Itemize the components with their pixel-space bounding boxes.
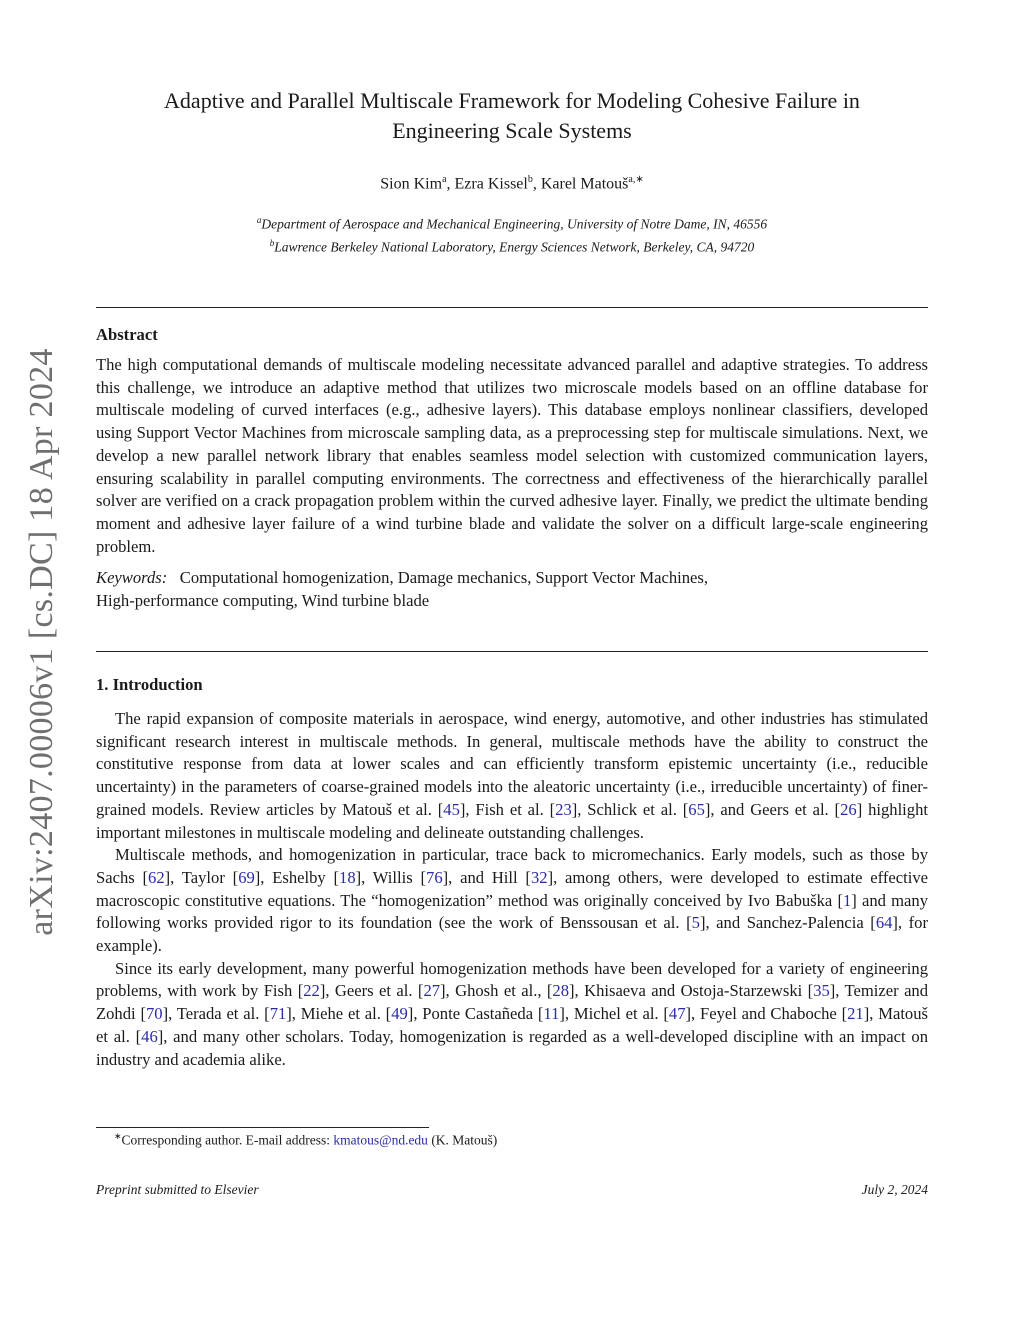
footer-date: July 2, 2024	[861, 1182, 928, 1197]
citation-link[interactable]: 21	[847, 1004, 864, 1024]
paragraph-text-segment: ], Willis [	[355, 867, 427, 887]
abstract-text: The high computational demands of multiscale modeling necessitate advanced parallel and adaptive strategies. To address this challenge, we introduce an adaptive method that utilizes two microscale models based on an offline database for multiscale modeling of curved interfaces (e.g., adhesive layers). This database employs nonlinear classifiers, developed using Support Vector Machines from microscale sampling data, as a preprocessing step for multiscale simulations. Next, we develop a new parallel network library that enables seamless model selection with customized communication layers, ensuring scalability in parallel computing environments. The correctness and effectiveness of the hierarchically parallel solver are verified on a crack propagation problem within the curved adhesive layer. Finally, we predict the ultimate bending moment and adhesive layer failure of a wind turbine blade and validate the solver on a difficult large-scale engineering problem.	[96, 355, 928, 556]
author-2-name: Ezra Kissel	[454, 175, 528, 193]
footnote-rule	[96, 1127, 429, 1128]
keywords-label: Keywords:	[96, 568, 168, 588]
author-separator: ,	[446, 175, 455, 193]
citation-link[interactable]: 76	[426, 867, 443, 887]
citation-link[interactable]: 11	[543, 1004, 560, 1024]
citation-link[interactable]: 71	[269, 1004, 287, 1024]
paragraph-text-segment: ], Taylor [	[164, 867, 239, 887]
citation-link[interactable]: 47	[668, 1004, 686, 1024]
paragraph-text-segment: ], Ghosh et al., [	[440, 981, 553, 1001]
paragraph-text-segment: ], Eshelby [	[254, 867, 340, 887]
citation-link[interactable]: 5	[691, 913, 700, 933]
citation-link[interactable]: 62	[148, 867, 165, 887]
citation-link[interactable]: 65	[688, 799, 705, 819]
citation-link[interactable]: 64	[875, 913, 893, 933]
email-link[interactable]: kmatous@nd.edu	[333, 1132, 428, 1148]
paragraph-text-segment: ], Feyel and Chaboche [	[685, 1004, 848, 1024]
title-line-1: Adaptive and Parallel Multiscale Framework for Modeling Cohesive Failure in	[164, 88, 860, 113]
citation-link[interactable]: 35	[813, 981, 830, 1001]
abstract-section	[96, 354, 928, 613]
author-1-name: Sion Kim	[380, 175, 443, 193]
paragraph-text-segment: ], Schlick et al. [	[571, 799, 689, 819]
author-3-name: Karel Matouš	[540, 175, 629, 193]
paragraph-text-segment: ], and Hill [	[442, 867, 531, 887]
paragraph-text-segment: ], Geers et al. [	[319, 981, 424, 1001]
citation-link[interactable]: 18	[339, 867, 356, 887]
citation-link[interactable]: 27	[423, 981, 441, 1001]
paragraph-text-segment: ], for example).	[96, 913, 928, 956]
intro-paragraph-3	[96, 958, 928, 1072]
affiliation-list	[96, 211, 928, 256]
paragraph-text-segment: ] highlight important milestones in multiscale modeling and delineate outstanding challenges.	[96, 799, 928, 842]
citation-link[interactable]: 23	[555, 799, 572, 819]
paragraph-text-segment: Since its early development, many powerful homogenization methods have been developed for a variety of engineering problems, with work by Fish [	[96, 958, 928, 1001]
intro-paragraph-1	[96, 708, 928, 844]
paragraph-text-segment: ], and Geers et al. [	[704, 799, 841, 819]
citation-link[interactable]: 1	[843, 890, 852, 910]
affiliation-b-marker: b	[269, 237, 275, 248]
paragraph-text-segment: ], Khisaeva and Ostoja-Starzewski [	[569, 981, 814, 1001]
introduction-body	[96, 708, 928, 1071]
paragraph-text-segment: ], and many other scholars. Today, homogenization is regarded as a well-developed discipline with an impact on industry and academia alike.	[96, 1026, 928, 1069]
introduction-heading: 1. Introduction	[96, 675, 203, 694]
paragraph-text-segment: ], Miehe et al. [	[286, 1004, 392, 1024]
paragraph-text-segment: ], Temizer and Zohdi [	[96, 981, 929, 1024]
author-3-affil-marker: a,∗	[628, 174, 644, 185]
paragraph-text-segment: ], Fish et al. [	[459, 799, 556, 819]
footnote-after: (K. Matouš)	[427, 1132, 498, 1148]
abstract-bottom-rule	[96, 651, 928, 652]
author-separator: ,	[532, 175, 541, 193]
citation-link[interactable]: 32	[530, 867, 548, 887]
affiliation-b	[96, 234, 928, 257]
footnote-marker: ∗	[114, 1131, 122, 1141]
keywords-line-2: High-performance computing, Wind turbine blade	[96, 591, 430, 611]
abstract-top-rule	[96, 307, 928, 308]
arxiv-identifier-stamp[interactable]: arXiv:2407.00006v1 [cs.DC] 18 Apr 2024	[23, 348, 60, 936]
affiliation-a	[96, 211, 928, 234]
paper-title	[96, 86, 928, 146]
citation-link[interactable]: 70	[145, 1004, 163, 1024]
citation-link[interactable]: 45	[443, 799, 460, 819]
author-2-affil-marker: b	[527, 174, 533, 185]
affiliation-a-text: Department of Aerospace and Mechanical Engineering, University of Notre Dame, IN, 46556	[261, 216, 768, 232]
corresponding-author-footnote	[114, 1131, 497, 1149]
paragraph-text-segment: The rapid expansion of composite materials in aerospace, wind energy, automotive, and other industries has stimulated significant research interest in multiscale methods. In general, multiscale methods have the ability to construct the constitutive response from data at lower scales and can efficiently transform epistemic uncertainty (i.e., reducible uncertainty) in the parameters of coarse-grained models into the aleatoric uncertainty (i.e., irreducible uncertainty) of finer-grained models. Review articles by Matouš et al. [	[96, 709, 928, 819]
paragraph-text-segment: Multiscale methods, and homogenization in particular, trace back to micromechanics. Early models, such as those by Sachs [	[96, 845, 928, 887]
title-line-2: Engineering Scale Systems	[392, 118, 632, 143]
citation-link[interactable]: 49	[391, 1004, 408, 1024]
footnote-text: Corresponding author. E-mail address:	[121, 1132, 334, 1148]
keywords	[96, 567, 928, 612]
paragraph-text-segment: ], among others, were developed to estimate effective macroscopic constitutive equations. The “homogenization” method was originally conceived by Ivo Babuška [	[96, 867, 929, 910]
intro-paragraph-2	[96, 844, 928, 958]
paragraph-text-segment: ], and Sanchez-Palencia [	[699, 913, 876, 933]
footer-preprint-note: Preprint submitted to Elsevier	[96, 1182, 259, 1197]
citation-link[interactable]: 26	[840, 799, 857, 819]
citation-link[interactable]: 69	[238, 867, 255, 887]
paragraph-text-segment: ], Ponte Castañeda [	[407, 1004, 544, 1024]
paragraph-text-segment: ], Terada et al. [	[162, 1004, 270, 1024]
author-list	[96, 174, 928, 193]
paragraph-text-segment: ] and many following works provided rigor to its foundation (see the work of Benssousan et al. [	[96, 890, 928, 933]
abstract-heading: Abstract	[96, 325, 158, 344]
author-1-affil-marker: a	[442, 174, 447, 185]
citation-link[interactable]: 28	[552, 981, 570, 1001]
citation-link[interactable]: 22	[303, 981, 320, 1001]
keywords-line-1: Computational homogenization, Damage mechanics, Support Vector Machines,	[179, 568, 709, 588]
affiliation-a-marker: a	[256, 215, 262, 225]
affiliation-b-text: Lawrence Berkeley National Laboratory, Energy Sciences Network, Berkeley, CA, 94720	[274, 239, 755, 254]
paragraph-text-segment: ], Matouš et al. [	[96, 1004, 928, 1046]
paragraph-text-segment: ], Michel et al. [	[559, 1004, 669, 1024]
citation-link[interactable]: 46	[141, 1026, 158, 1046]
